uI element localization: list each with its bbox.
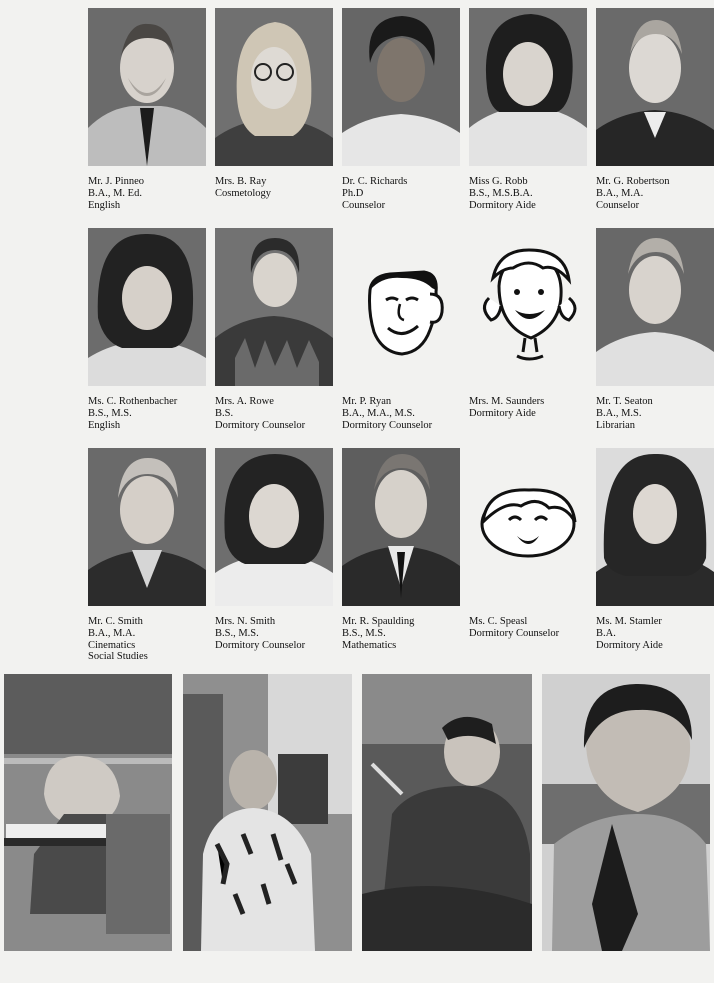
staff-name: Ms. C. Rothenbacher <box>88 396 178 407</box>
portrait-caption <box>215 396 343 431</box>
staff-detail: English <box>88 419 121 431</box>
staff-name: Mr. T. Seaton <box>596 396 653 407</box>
portrait-photo <box>88 228 206 386</box>
portrait-caption <box>215 616 343 651</box>
staff-detail: Dormitory Aide <box>469 199 536 211</box>
staff-detail: Dormitory Counselor <box>215 419 306 431</box>
portrait-caption <box>342 396 470 431</box>
staff-detail: Counselor <box>596 199 640 211</box>
staff-detail: B.S., M.S. <box>88 407 132 419</box>
staff-name: Miss G. Robb <box>469 176 528 187</box>
portrait-caption <box>469 176 597 211</box>
staff-detail: B.S., M.S. <box>215 627 259 639</box>
staff-name: Mr. P. Ryan <box>342 396 392 407</box>
portrait-photo <box>342 448 460 606</box>
portrait-caption <box>88 616 216 663</box>
staff-detail: Dormitory Counselor <box>342 419 433 431</box>
staff-name: Mrs. B. Ray <box>215 176 267 187</box>
staff-detail: Librarian <box>596 419 636 431</box>
staff-detail: Counselor <box>342 199 386 211</box>
portrait-photo <box>596 228 714 386</box>
staff-detail: Cosmetology <box>215 187 272 199</box>
staff-detail: B.A., M.A. <box>88 627 136 639</box>
staff-name: Ms. M. Stamler <box>596 616 662 627</box>
portrait-photo <box>342 8 460 166</box>
staff-detail: English <box>88 199 121 211</box>
portrait-caption <box>88 396 216 431</box>
staff-name: Ms. C. Speasl <box>469 616 528 627</box>
staff-detail: Cinematics <box>88 639 136 651</box>
portrait-caption <box>596 176 714 211</box>
staff-detail: B.S., M.S. <box>342 627 386 639</box>
staff-detail: Ph.D <box>342 187 364 199</box>
staff-name: Mr. C. Smith <box>88 616 143 627</box>
staff-name: Mr. G. Robertson <box>596 176 670 187</box>
portrait-caption <box>215 176 343 200</box>
portrait-caption <box>596 616 714 651</box>
cartoon-face-female <box>469 228 587 386</box>
staff-detail: B.A., M.A., M.S. <box>342 407 415 419</box>
portrait-caption <box>469 616 597 640</box>
staff-detail: Dormitory Counselor <box>469 627 560 639</box>
portrait-photo <box>469 8 587 166</box>
portrait-caption <box>469 396 597 420</box>
staff-detail: Dormitory Aide <box>469 407 536 419</box>
staff-name: Mrs. N. Smith <box>215 616 276 627</box>
cartoon-face-female <box>469 448 587 606</box>
cartoon-face-male <box>342 228 460 386</box>
staff-name: Dr. C. Richards <box>342 176 408 187</box>
staff-detail: B.A., M. Ed. <box>88 187 142 199</box>
staff-detail: B.A. <box>596 627 616 639</box>
portrait-photo <box>88 448 206 606</box>
portrait-photo <box>215 8 333 166</box>
candid-photo-office <box>183 674 352 951</box>
staff-detail: Dormitory Counselor <box>215 639 306 651</box>
staff-name: Mr. R. Spaulding <box>342 616 415 627</box>
staff-detail: Mathematics <box>342 639 397 651</box>
portrait-caption <box>88 176 216 211</box>
candid-photo-classroom <box>4 674 172 951</box>
staff-detail: B.S., M.S.B.A. <box>469 187 533 199</box>
staff-name: Mr. J. Pinneo <box>88 176 145 187</box>
staff-name: Mrs. M. Saunders <box>469 396 545 407</box>
staff-detail: Social Studies <box>88 651 148 663</box>
portrait-photo <box>596 448 714 606</box>
staff-detail: B.S. <box>215 407 234 419</box>
portrait-caption <box>342 176 470 211</box>
portrait-caption <box>342 616 470 651</box>
staff-detail: B.A., M.A. <box>596 187 644 199</box>
portrait-photo <box>596 8 714 166</box>
portrait-photo <box>215 448 333 606</box>
candid-photo-smiling <box>542 674 710 951</box>
staff-detail: Dormitory Aide <box>596 639 663 651</box>
staff-detail: B.A., M.S. <box>596 407 642 419</box>
portrait-photo <box>215 228 333 386</box>
staff-name: Mrs. A. Rowe <box>215 396 274 407</box>
portrait-photo <box>88 8 206 166</box>
candid-photo-seated <box>362 674 532 951</box>
portrait-caption <box>596 396 714 431</box>
